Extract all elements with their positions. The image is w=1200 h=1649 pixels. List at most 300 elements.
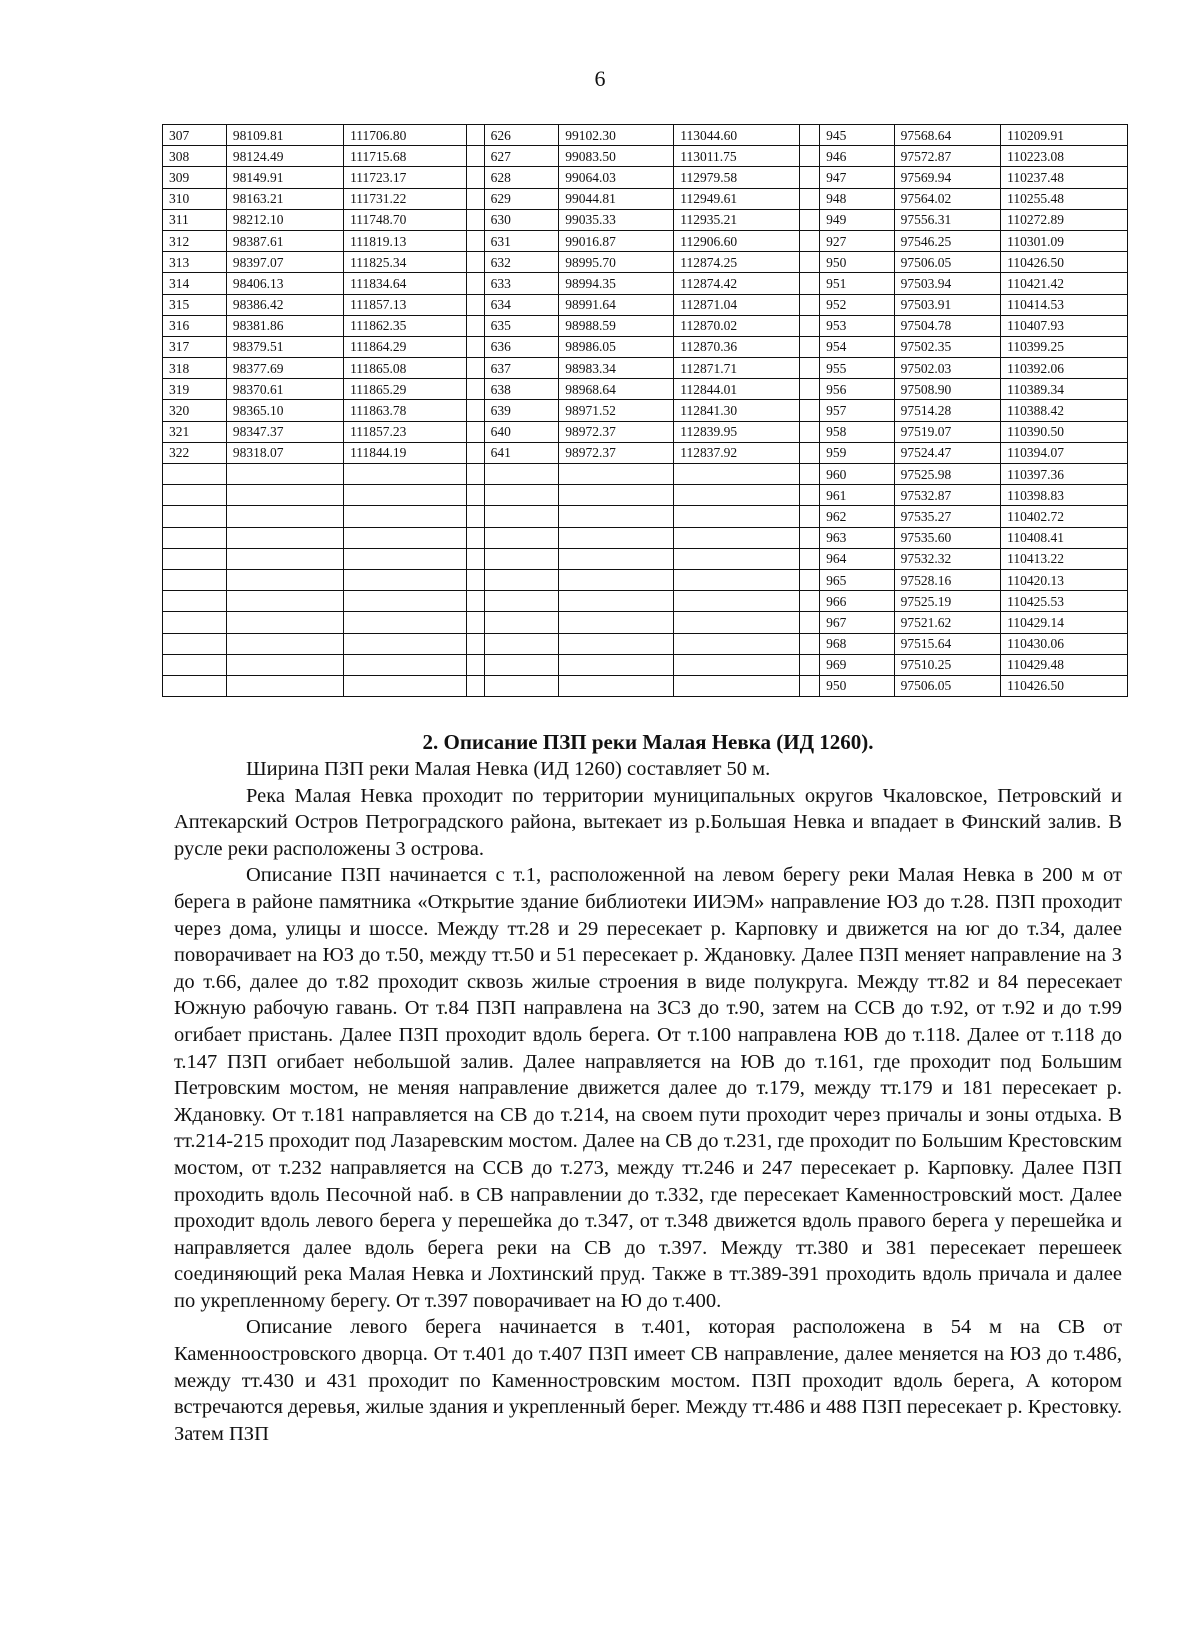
table-cell: 97521.62	[894, 612, 1001, 633]
table-cell	[559, 591, 674, 612]
table-cell: 97504.78	[894, 315, 1001, 336]
table-cell	[674, 464, 800, 485]
table-cell	[484, 633, 559, 654]
table-cell: 968	[820, 633, 895, 654]
column-spacer	[466, 633, 484, 654]
table-cell: 111863.78	[344, 400, 466, 421]
table-cell: 111834.64	[344, 273, 466, 294]
table-cell: 311	[163, 209, 227, 230]
column-spacer	[799, 379, 819, 400]
table-cell: 111706.80	[344, 125, 466, 146]
table-cell: 98986.05	[559, 336, 674, 357]
column-spacer	[466, 421, 484, 442]
table-cell: 635	[484, 315, 559, 336]
paragraph: Описание левого берега начинается в т.401, которая расположена в 54 м на СВ от Каменноостровского дворца. От т.401 до т.407 ПЗП имеет СВ направление, далее меняется на ЮЗ до т.486, между тт.430 и 431 проходит по Каменностровским мостом. ПЗП проходит вдоль берега, А котором встречаются деревья, жилые здания и укрепленный берег. Между тт.486 и 488 ПЗП пересекает р. Крестовку. Затем ПЗП	[174, 1316, 1122, 1445]
table-row	[163, 400, 1128, 421]
table-cell: 112874.25	[674, 252, 800, 273]
table-cell: 98988.59	[559, 315, 674, 336]
table-cell: 627	[484, 146, 559, 167]
table-cell: 111857.23	[344, 421, 466, 442]
table-cell: 110408.41	[1001, 527, 1128, 548]
table-cell	[344, 612, 466, 633]
table-row	[163, 506, 1128, 527]
table-cell: 111819.13	[344, 230, 466, 251]
table-cell: 98379.51	[226, 336, 343, 357]
column-spacer	[799, 633, 819, 654]
table-cell	[163, 569, 227, 590]
table-cell	[226, 612, 343, 633]
table-cell	[344, 464, 466, 485]
table-cell: 97569.94	[894, 167, 1001, 188]
table-cell	[674, 485, 800, 506]
column-spacer	[466, 548, 484, 569]
table-cell	[559, 569, 674, 590]
table-cell	[559, 675, 674, 696]
column-spacer	[799, 591, 819, 612]
table-cell	[559, 654, 674, 675]
column-spacer	[466, 167, 484, 188]
table-cell: 111862.35	[344, 315, 466, 336]
table-cell: 99083.50	[559, 146, 674, 167]
column-spacer	[799, 167, 819, 188]
table-cell	[674, 612, 800, 633]
table-cell: 111715.68	[344, 146, 466, 167]
table-row	[163, 188, 1128, 209]
table-cell	[674, 591, 800, 612]
table-cell: 321	[163, 421, 227, 442]
table-cell	[163, 591, 227, 612]
table-cell	[226, 654, 343, 675]
coordinates-table	[162, 124, 1128, 697]
table-cell	[163, 485, 227, 506]
table-cell: 110407.93	[1001, 315, 1128, 336]
table-cell: 313	[163, 252, 227, 273]
table-cell: 99064.03	[559, 167, 674, 188]
table-cell: 112871.04	[674, 294, 800, 315]
table-cell: 97514.28	[894, 400, 1001, 421]
column-spacer	[466, 527, 484, 548]
table-cell: 111844.19	[344, 442, 466, 463]
table-row	[163, 612, 1128, 633]
table-cell: 97568.64	[894, 125, 1001, 146]
column-spacer	[466, 400, 484, 421]
table-cell: 112870.36	[674, 336, 800, 357]
table-cell: 309	[163, 167, 227, 188]
table-cell: 111865.29	[344, 379, 466, 400]
table-cell: 110388.42	[1001, 400, 1128, 421]
column-spacer	[466, 294, 484, 315]
table-row	[163, 336, 1128, 357]
table-cell	[163, 506, 227, 527]
column-spacer	[799, 188, 819, 209]
table-row	[163, 315, 1128, 336]
column-spacer	[466, 485, 484, 506]
table-cell: 112844.01	[674, 379, 800, 400]
table-cell	[226, 633, 343, 654]
table-cell: 98386.42	[226, 294, 343, 315]
table-row	[163, 358, 1128, 379]
table-cell: 946	[820, 146, 895, 167]
table-cell: 632	[484, 252, 559, 273]
paragraph: Река Малая Невка проходит по территории муниципальных округов Чкаловское, Петровский и Аптекарский Остров Петроградского района, вытекает из р.Большая Невка и впадает в Финский залив. В русле реки расположены 3 острова.	[174, 784, 1122, 860]
table-cell: 110255.48	[1001, 188, 1128, 209]
table-cell: 961	[820, 485, 895, 506]
table-cell	[484, 506, 559, 527]
table-cell	[559, 548, 674, 569]
table-cell: 630	[484, 209, 559, 230]
column-spacer	[466, 209, 484, 230]
table-cell	[226, 675, 343, 696]
table-cell: 98972.37	[559, 442, 674, 463]
table-cell: 112935.21	[674, 209, 800, 230]
table-cell: 113044.60	[674, 125, 800, 146]
table-cell	[226, 464, 343, 485]
table-cell: 98370.61	[226, 379, 343, 400]
table-cell: 110209.91	[1001, 125, 1128, 146]
table-cell	[344, 633, 466, 654]
table-cell	[674, 675, 800, 696]
table-row	[163, 209, 1128, 230]
column-spacer	[799, 358, 819, 379]
table-cell: 99016.87	[559, 230, 674, 251]
table-cell: 320	[163, 400, 227, 421]
table-cell: 962	[820, 506, 895, 527]
table-cell	[559, 633, 674, 654]
column-spacer	[466, 125, 484, 146]
table-cell: 97564.02	[894, 188, 1001, 209]
table-cell: 111864.29	[344, 336, 466, 357]
table-cell: 640	[484, 421, 559, 442]
table-cell: 964	[820, 548, 895, 569]
column-spacer	[466, 336, 484, 357]
table-cell: 98365.10	[226, 400, 343, 421]
table-cell: 98318.07	[226, 442, 343, 463]
table-cell: 953	[820, 315, 895, 336]
table-cell	[674, 654, 800, 675]
table-cell	[226, 527, 343, 548]
section-heading: 2. Описание ПЗП реки Малая Невка (ИД 1260).	[422, 730, 874, 754]
table-cell	[674, 506, 800, 527]
table-cell	[484, 654, 559, 675]
table-cell: 310	[163, 188, 227, 209]
table-cell	[163, 654, 227, 675]
column-spacer	[799, 146, 819, 167]
table-cell: 948	[820, 188, 895, 209]
table-cell: 110421.42	[1001, 273, 1128, 294]
table-cell: 307	[163, 125, 227, 146]
table-row	[163, 464, 1128, 485]
table-cell: 629	[484, 188, 559, 209]
table-row	[163, 442, 1128, 463]
table-cell	[484, 612, 559, 633]
table-cell: 110426.50	[1001, 252, 1128, 273]
table-cell: 97510.25	[894, 654, 1001, 675]
table-cell	[674, 569, 800, 590]
column-spacer	[466, 252, 484, 273]
table-row	[163, 675, 1128, 696]
table-row	[163, 167, 1128, 188]
table-cell: 110414.53	[1001, 294, 1128, 315]
table-cell: 111731.22	[344, 188, 466, 209]
table-row	[163, 252, 1128, 273]
table-row	[163, 230, 1128, 251]
table-cell: 98387.61	[226, 230, 343, 251]
column-spacer	[799, 336, 819, 357]
table-cell: 98968.64	[559, 379, 674, 400]
table-cell: 110272.89	[1001, 209, 1128, 230]
table-row	[163, 527, 1128, 548]
table-cell	[484, 675, 559, 696]
table-cell: 110398.83	[1001, 485, 1128, 506]
table-cell: 110397.36	[1001, 464, 1128, 485]
table-cell: 97515.64	[894, 633, 1001, 654]
table-cell: 322	[163, 442, 227, 463]
table-row	[163, 125, 1128, 146]
table-cell: 965	[820, 569, 895, 590]
table-cell	[163, 527, 227, 548]
column-spacer	[799, 464, 819, 485]
table-row	[163, 146, 1128, 167]
table-cell	[226, 506, 343, 527]
table-cell	[344, 506, 466, 527]
table-cell	[484, 569, 559, 590]
section-text	[174, 728, 1122, 1447]
table-cell	[163, 633, 227, 654]
table-cell: 98406.13	[226, 273, 343, 294]
table-cell: 99102.30	[559, 125, 674, 146]
table-cell: 111857.13	[344, 294, 466, 315]
table-cell: 97525.19	[894, 591, 1001, 612]
table-cell: 113011.75	[674, 146, 800, 167]
column-spacer	[799, 294, 819, 315]
table-cell: 97532.87	[894, 485, 1001, 506]
table-cell: 98397.07	[226, 252, 343, 273]
table-cell: 99035.33	[559, 209, 674, 230]
table-cell	[674, 633, 800, 654]
column-spacer	[799, 315, 819, 336]
table-cell: 631	[484, 230, 559, 251]
table-cell: 97572.87	[894, 146, 1001, 167]
column-spacer	[799, 654, 819, 675]
table-cell: 97502.03	[894, 358, 1001, 379]
table-cell: 319	[163, 379, 227, 400]
table-cell	[163, 548, 227, 569]
table-cell: 634	[484, 294, 559, 315]
column-spacer	[799, 125, 819, 146]
table-cell: 98109.81	[226, 125, 343, 146]
table-cell: 945	[820, 125, 895, 146]
table-cell: 97503.91	[894, 294, 1001, 315]
column-spacer	[466, 230, 484, 251]
table-cell: 317	[163, 336, 227, 357]
table-row	[163, 633, 1128, 654]
table-cell	[226, 569, 343, 590]
column-spacer	[466, 506, 484, 527]
table-cell: 312	[163, 230, 227, 251]
table-row	[163, 569, 1128, 590]
table-cell: 110430.06	[1001, 633, 1128, 654]
table-cell	[344, 591, 466, 612]
table-cell: 633	[484, 273, 559, 294]
table-cell: 967	[820, 612, 895, 633]
column-spacer	[799, 548, 819, 569]
table-cell: 110390.50	[1001, 421, 1128, 442]
table-cell: 954	[820, 336, 895, 357]
table-cell: 97503.94	[894, 273, 1001, 294]
column-spacer	[466, 188, 484, 209]
table-cell: 950	[820, 675, 895, 696]
table-cell	[226, 485, 343, 506]
table-cell: 111825.34	[344, 252, 466, 273]
table-cell: 927	[820, 230, 895, 251]
table-cell: 637	[484, 358, 559, 379]
column-spacer	[799, 569, 819, 590]
table-cell: 110402.72	[1001, 506, 1128, 527]
column-spacer	[466, 315, 484, 336]
table-cell: 110413.22	[1001, 548, 1128, 569]
table-cell	[674, 548, 800, 569]
column-spacer	[466, 591, 484, 612]
table-cell: 315	[163, 294, 227, 315]
column-spacer	[466, 442, 484, 463]
table-cell: 947	[820, 167, 895, 188]
column-spacer	[466, 569, 484, 590]
table-cell	[484, 527, 559, 548]
table-cell: 110223.08	[1001, 146, 1128, 167]
table-cell: 951	[820, 273, 895, 294]
column-spacer	[799, 230, 819, 251]
table-row	[163, 654, 1128, 675]
table-cell: 97506.05	[894, 675, 1001, 696]
table-cell: 110301.09	[1001, 230, 1128, 251]
table-cell: 952	[820, 294, 895, 315]
table-cell: 628	[484, 167, 559, 188]
table-cell: 98163.21	[226, 188, 343, 209]
table-cell	[344, 548, 466, 569]
table-cell: 110237.48	[1001, 167, 1128, 188]
table-cell: 97506.05	[894, 252, 1001, 273]
table-row	[163, 421, 1128, 442]
table-cell: 958	[820, 421, 895, 442]
table-cell: 112870.02	[674, 315, 800, 336]
table-cell: 112949.61	[674, 188, 800, 209]
table-cell: 641	[484, 442, 559, 463]
table-cell	[484, 591, 559, 612]
column-spacer	[799, 612, 819, 633]
table-cell	[163, 464, 227, 485]
table-cell: 98971.52	[559, 400, 674, 421]
table-cell: 97524.47	[894, 442, 1001, 463]
table-cell: 308	[163, 146, 227, 167]
column-spacer	[799, 485, 819, 506]
column-spacer	[799, 675, 819, 696]
table-cell	[559, 527, 674, 548]
column-spacer	[799, 209, 819, 230]
table-cell	[163, 612, 227, 633]
table-cell: 966	[820, 591, 895, 612]
table-cell: 98149.91	[226, 167, 343, 188]
column-spacer	[799, 273, 819, 294]
table-cell: 638	[484, 379, 559, 400]
table-cell: 639	[484, 400, 559, 421]
table-cell	[484, 548, 559, 569]
table-cell	[484, 485, 559, 506]
table-cell: 959	[820, 442, 895, 463]
table-cell: 97556.31	[894, 209, 1001, 230]
table-cell: 97535.60	[894, 527, 1001, 548]
table-cell: 97508.90	[894, 379, 1001, 400]
table-cell: 626	[484, 125, 559, 146]
table-cell	[674, 527, 800, 548]
table-cell	[559, 464, 674, 485]
table-cell	[559, 485, 674, 506]
table-cell: 97528.16	[894, 569, 1001, 590]
table-cell	[344, 527, 466, 548]
table-cell: 969	[820, 654, 895, 675]
table-cell: 110394.07	[1001, 442, 1128, 463]
table-cell: 960	[820, 464, 895, 485]
table-cell: 111723.17	[344, 167, 466, 188]
table-cell	[163, 675, 227, 696]
table-cell: 110399.25	[1001, 336, 1128, 357]
table-cell: 112874.42	[674, 273, 800, 294]
table-cell: 98972.37	[559, 421, 674, 442]
table-cell: 318	[163, 358, 227, 379]
table-cell: 98983.34	[559, 358, 674, 379]
column-spacer	[799, 400, 819, 421]
paragraph: Ширина ПЗП реки Малая Невка (ИД 1260) составляет 50 м.	[246, 758, 771, 780]
table-cell: 97502.35	[894, 336, 1001, 357]
table-cell	[559, 506, 674, 527]
table-row	[163, 591, 1128, 612]
column-spacer	[466, 675, 484, 696]
column-spacer	[799, 442, 819, 463]
column-spacer	[799, 506, 819, 527]
table-cell: 112841.30	[674, 400, 800, 421]
table-cell: 110429.48	[1001, 654, 1128, 675]
table-cell: 98381.86	[226, 315, 343, 336]
column-spacer	[799, 252, 819, 273]
table-cell: 950	[820, 252, 895, 273]
table-cell: 111748.70	[344, 209, 466, 230]
table-cell: 110429.14	[1001, 612, 1128, 633]
column-spacer	[466, 612, 484, 633]
table-cell	[344, 654, 466, 675]
table-cell: 110389.34	[1001, 379, 1128, 400]
column-spacer	[466, 358, 484, 379]
table-cell	[484, 464, 559, 485]
column-spacer	[466, 379, 484, 400]
table-cell: 112871.71	[674, 358, 800, 379]
table-cell: 98991.64	[559, 294, 674, 315]
table-cell: 111865.08	[344, 358, 466, 379]
table-cell: 98994.35	[559, 273, 674, 294]
table-cell: 97535.27	[894, 506, 1001, 527]
table-cell: 110420.13	[1001, 569, 1128, 590]
table-cell	[344, 569, 466, 590]
table-cell: 112837.92	[674, 442, 800, 463]
table-cell: 97525.98	[894, 464, 1001, 485]
table-cell: 98995.70	[559, 252, 674, 273]
column-spacer	[466, 273, 484, 294]
table-cell: 112906.60	[674, 230, 800, 251]
table-cell: 112839.95	[674, 421, 800, 442]
table-cell: 99044.81	[559, 188, 674, 209]
table-cell: 963	[820, 527, 895, 548]
table-cell: 949	[820, 209, 895, 230]
table-row	[163, 548, 1128, 569]
table-cell: 316	[163, 315, 227, 336]
